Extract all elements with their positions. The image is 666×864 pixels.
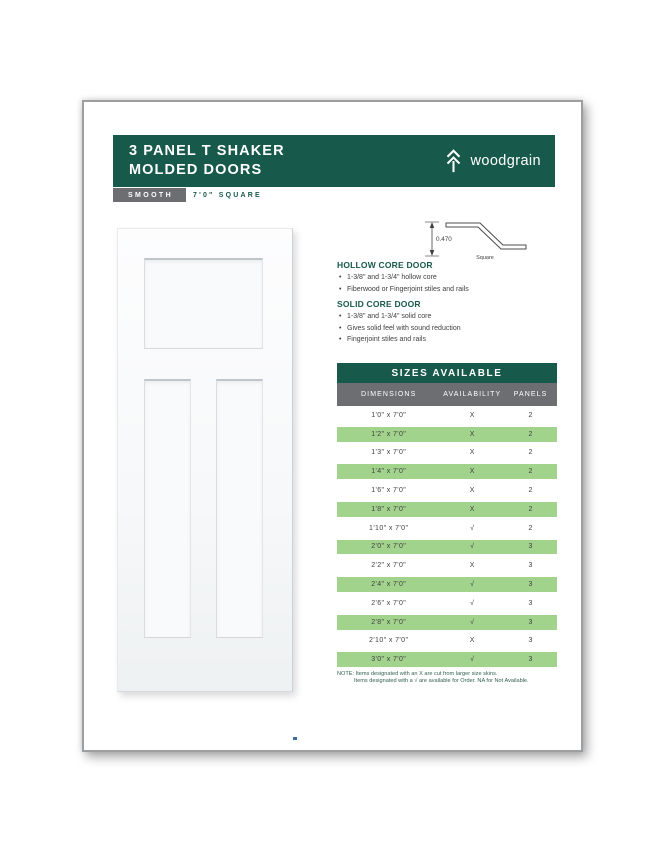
cell-dimensions: 2'4" x 7'0" bbox=[371, 581, 407, 589]
cell-dimensions: 1'4" x 7'0" bbox=[371, 468, 407, 476]
footnote-line-2: Items designated with a √ are available for Order. NA for Not Available. bbox=[354, 677, 529, 684]
cell-availability: X bbox=[469, 468, 475, 476]
profile-label: Square bbox=[476, 255, 494, 261]
cell-availability: √ bbox=[470, 581, 475, 589]
bullet-item: • Gives solid feel with sound reduction bbox=[337, 323, 559, 335]
cell-dimensions: 2'0" x 7'0" bbox=[371, 543, 407, 551]
cell-panels: 3 bbox=[528, 637, 533, 645]
column-header-availability: AVAILABILITY bbox=[443, 391, 502, 398]
tree-icon bbox=[444, 149, 463, 173]
badge-row bbox=[113, 188, 262, 202]
table-row bbox=[337, 556, 557, 575]
cell-panels: 2 bbox=[528, 505, 533, 513]
cell-availability: √ bbox=[470, 599, 475, 607]
table-row bbox=[337, 650, 557, 669]
header-bar bbox=[113, 135, 555, 187]
solid-core-section bbox=[337, 299, 559, 346]
table-row bbox=[337, 538, 557, 557]
cell-availability: √ bbox=[470, 618, 475, 626]
bullet-item: • 1-3/8" and 1-3/4" solid core bbox=[337, 311, 559, 323]
dim-arrow-up bbox=[430, 222, 435, 228]
cell-panels: 2 bbox=[528, 449, 533, 457]
title-line-2: MOLDED DOORS bbox=[129, 162, 263, 178]
cell-panels: 2 bbox=[528, 468, 533, 476]
column-header-dimensions: DIMENSIONS bbox=[361, 391, 417, 398]
cell-dimensions: 2'2" x 7'0" bbox=[371, 562, 407, 570]
cell-dimensions: 2'10" x 7'0" bbox=[369, 637, 409, 645]
sticking-profile-drawing bbox=[422, 214, 534, 266]
dim-arrow-down bbox=[430, 250, 435, 256]
sizes-table-header bbox=[337, 383, 557, 406]
cell-availability: √ bbox=[470, 543, 475, 551]
door-image bbox=[117, 228, 293, 692]
hollow-core-heading: HOLLOW CORE DOOR bbox=[337, 260, 433, 270]
table-row bbox=[337, 519, 557, 538]
cell-panels: 3 bbox=[528, 543, 533, 551]
cell-dimensions: 1'3" x 7'0" bbox=[371, 449, 407, 457]
cell-dimensions: 1'2" x 7'0" bbox=[371, 430, 407, 438]
table-row bbox=[337, 406, 557, 425]
footnote-line-1: NOTE: Items designated with an X are cut from larger size skins. bbox=[337, 671, 498, 677]
table-row bbox=[337, 444, 557, 463]
cell-availability: X bbox=[469, 411, 475, 419]
brand-logo bbox=[444, 149, 541, 173]
solid-core-bullets bbox=[337, 311, 559, 346]
table-row bbox=[337, 594, 557, 613]
cell-panels: 3 bbox=[528, 562, 533, 570]
brand-name: woodgrain bbox=[470, 153, 541, 169]
cell-dimensions: 3'0" x 7'0" bbox=[371, 656, 407, 664]
table-row bbox=[337, 632, 557, 651]
door-bottom-right-panel bbox=[216, 379, 263, 638]
cell-availability: √ bbox=[470, 656, 475, 664]
footnote bbox=[337, 671, 559, 684]
hollow-core-bullets bbox=[337, 272, 559, 295]
cell-panels: 3 bbox=[528, 618, 533, 626]
cell-panels: 2 bbox=[528, 487, 533, 495]
solid-core-heading: SOLID CORE DOOR bbox=[337, 299, 421, 309]
page-mark bbox=[293, 737, 297, 740]
cell-availability: X bbox=[469, 449, 475, 457]
table-row bbox=[337, 500, 557, 519]
cell-availability: X bbox=[469, 562, 475, 570]
table-row bbox=[337, 481, 557, 500]
size-spec-label: 7'0" SQUARE bbox=[193, 191, 262, 199]
bullet-item: • Fingerjoint stiles and rails bbox=[337, 334, 559, 346]
cell-availability: X bbox=[469, 637, 475, 645]
cell-panels: 3 bbox=[528, 581, 533, 589]
cell-panels: 3 bbox=[528, 599, 533, 607]
sizes-table-body bbox=[337, 406, 557, 669]
cell-availability: X bbox=[469, 430, 475, 438]
cell-panels: 3 bbox=[528, 656, 533, 664]
cell-availability: X bbox=[469, 487, 475, 495]
table-row bbox=[337, 575, 557, 594]
sizes-table bbox=[337, 363, 557, 669]
cell-dimensions: 1'10" x 7'0" bbox=[369, 524, 409, 532]
sizes-table-title: SIZES AVAILABLE bbox=[337, 363, 557, 383]
cell-availability: X bbox=[469, 505, 475, 513]
profile-shape bbox=[446, 223, 526, 249]
table-row bbox=[337, 613, 557, 632]
bullet-item: • Fiberwood or Fingerjoint stiles and rails bbox=[337, 284, 559, 296]
cell-dimensions: 2'6" x 7'0" bbox=[371, 599, 407, 607]
hollow-core-section bbox=[337, 260, 559, 295]
spec-sheet-page bbox=[82, 100, 583, 752]
title-line-1: 3 PANEL T SHAKER bbox=[129, 143, 285, 159]
cell-panels: 2 bbox=[528, 411, 533, 419]
cell-availability: √ bbox=[470, 524, 475, 532]
cell-dimensions: 2'8" x 7'0" bbox=[371, 618, 407, 626]
profile-dimension: 0.470 bbox=[436, 236, 452, 243]
page-title bbox=[129, 142, 285, 180]
cell-dimensions: 1'0" x 7'0" bbox=[371, 411, 407, 419]
door-top-panel bbox=[144, 258, 263, 349]
door-bottom-left-panel bbox=[144, 379, 191, 638]
cell-panels: 2 bbox=[528, 430, 533, 438]
cell-panels: 2 bbox=[528, 524, 533, 532]
finish-badge: SMOOTH bbox=[113, 188, 186, 202]
column-header-panels: PANELS bbox=[513, 391, 548, 398]
cell-dimensions: 1'6" x 7'0" bbox=[371, 487, 407, 495]
bullet-item: • 1-3/8" and 1-3/4" hollow core bbox=[337, 272, 559, 284]
table-row bbox=[337, 425, 557, 444]
table-row bbox=[337, 462, 557, 481]
cell-dimensions: 1'8" x 7'0" bbox=[371, 505, 407, 513]
